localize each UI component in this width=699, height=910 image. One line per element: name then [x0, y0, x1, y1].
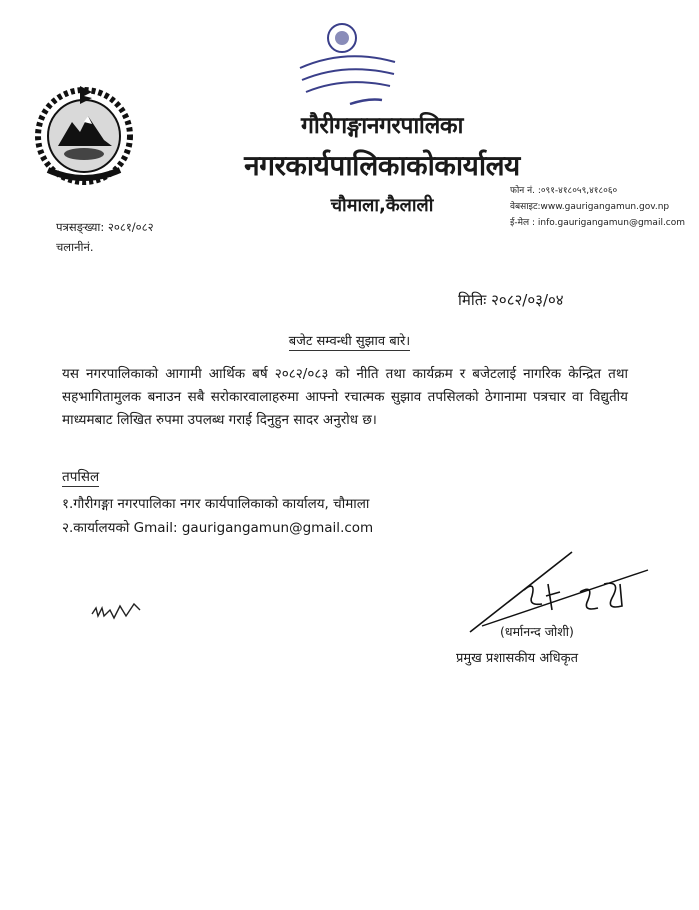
signatory-title: प्रमुख प्रशासकीय अधिकृत — [456, 651, 579, 666]
subject-text: बजेट सम्वन्धी सुझाव बारे। — [288, 334, 411, 349]
municipality-name: गौरीगङ्गानगरपालिका — [300, 113, 464, 139]
letter-date: मितिः २०८२/०३/०४ — [458, 291, 564, 309]
dispatch-number: चलानीनं. — [56, 240, 94, 254]
signatory-name: (धर्मानन्द जोशी) — [500, 624, 574, 639]
letter-number: पत्रसङ्ख्या: २०८१/०८२ — [56, 220, 154, 234]
body-paragraph: यस नगरपालिकाको आगामी आर्थिक बर्ष २०८२/०८३ को नीति तथा कार्यक्रम र बजेटलाई नागरिक केन्द्रित तथा सहभागितामुलक बनाउन सबै सरोकारवालाहरुमा आफ्नो रचात्मक सुझाव तपसिलको ठेगानामा पत्रचार वा विद्युतीय माध्यमबाट लिखित रुपमा उपलब्ध गराई दिनुहुन सादर अनुरोध छ। — [62, 366, 628, 428]
nepal-emblem-logo — [28, 78, 140, 190]
contact-website: वेबसाइट:www.gaurigangamun.gov.np — [510, 202, 670, 212]
details-item-2: २.कार्यालयको Gmail: gaurigangamun@gmail.com — [62, 520, 374, 536]
handwritten-initial — [90, 596, 150, 626]
contact-phone: फोन नं. :०९१-४१८०५९,४१८०६० — [510, 186, 618, 196]
subject-line — [0, 331, 699, 349]
details-item-1: १.गौरीगङ्गा नगरपालिका नगर कार्यपालिकाको कार्यालय, चौमाला — [62, 496, 370, 512]
office-location: चौमाला,कैलाली — [330, 195, 434, 216]
office-stamp — [290, 18, 405, 110]
office-name: नगरकार्यपालिकाकोकार्यालय — [244, 149, 520, 182]
contact-email: ई-मेल : info.gaurigangamun@gmail.com — [510, 218, 686, 228]
details-heading: तपसिल — [62, 469, 100, 485]
